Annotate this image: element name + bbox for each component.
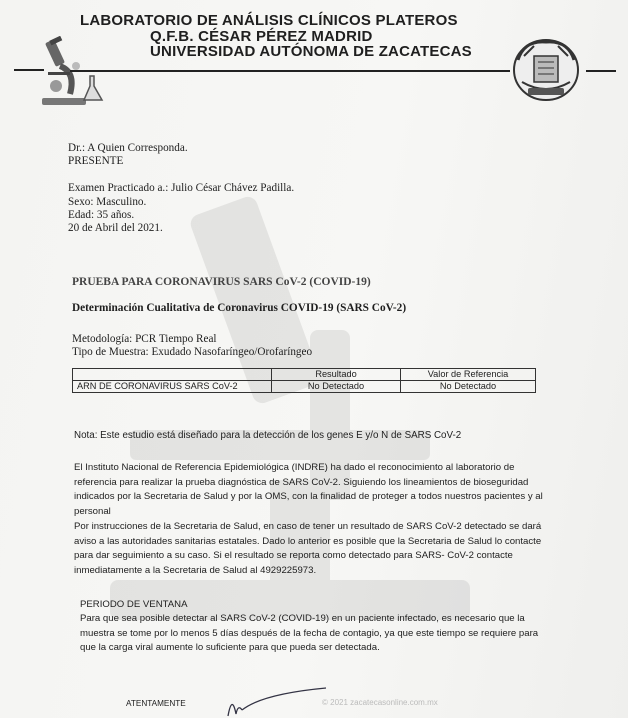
exam-date: 20 de Abril del 2021. (68, 222, 163, 234)
recipient: Dr.: A Quien Corresponda. (68, 142, 188, 154)
test-subtitle: Determinación Cualitativa de Coronavirus COVID-19 (SARS CoV-2) (72, 302, 407, 314)
analyte-cell: ARN DE CORONAVIRUS SARS CoV-2 (73, 381, 272, 393)
lab-chemist: Q.F.B. CÉSAR PÉREZ MADRID (150, 28, 373, 45)
results-header-row (73, 369, 536, 381)
university-name: UNIVERSIDAD AUTÓNOMA DE ZACATECAS (150, 43, 472, 60)
lab-name: LABORATORIO DE ANÁLISIS CLÍNICOS PLATEROS (80, 12, 458, 29)
indre-paragraph: El Instituto Nacional de Referencia Epidemiológica (INDRE) ha dado el reconocimiento al laboratorio de referencia para realizar la prueba diagnóstica de SARS CoV-2. Siguiendo los lineamientos de bioseguridad indicados por la Secretaria de Salud y por la OMS, con la finalidad de proteger a todos nuestros pacientes y al personal (74, 462, 543, 517)
header-cell-reference: Valor de Referencia (401, 369, 536, 381)
window-period-paragraph: Para que sea posible detectar al SARS CoV-2 (COVID-19) en un paciente infectado, es necesario que la muestra se tome por lo menos 5 días después de la fecha de contagio, ya que este tiempo se requiere para que la carga viral aumente lo suficiente para que pueda ser detectada. (80, 613, 539, 654)
result-cell: No Detectado (272, 381, 401, 393)
header-rule-left (70, 70, 510, 72)
microscope-logo-icon (14, 36, 114, 112)
closing: ATENTAMENTE (126, 699, 186, 708)
header-cell-empty (73, 369, 272, 381)
test-method: Metodología: PCR Tiempo Real (72, 333, 217, 345)
footer-watermark: © 2021 zacatecasonline.com.mx (322, 698, 438, 707)
university-seal-icon (510, 36, 582, 106)
header-cell-result: Resultado (272, 369, 401, 381)
presente: PRESENTE (68, 155, 124, 167)
window-period-title: PERIODO DE VENTANA (80, 599, 188, 610)
patient-age: Edad: 35 años. (68, 209, 135, 221)
reference-cell: No Detectado (401, 381, 536, 393)
table-row (73, 381, 536, 393)
signature-icon (222, 684, 332, 718)
header-rule-right (586, 70, 616, 72)
sample-type: Tipo de Muestra: Exudado Nasofaríngeo/Orofaríngeo (72, 346, 313, 358)
patient-sex: Sexo: Masculino. (68, 196, 147, 208)
gene-note: Nota: Este estudio está diseñado para la detección de los genes E y/o N de SARS CoV-2 (74, 430, 462, 441)
instructions-paragraph: Por instrucciones de la Secretaria de Salud, en caso de tener un resultado de SARS CoV-2 detectado se dará aviso a las autoridades sanitarias estatales. Dado lo anterior es posible que la Secretaria de Salud lo contacte para dar seguimiento a su caso. Si el resultado se reporta como detectado para SARS- CoV-2 contacte inmediatamente a la Secretaria de Salud al 4929225973. (74, 521, 542, 576)
patient-name: Examen Practicado a.: Julio César Chávez Padilla. (68, 182, 295, 194)
results-table (72, 368, 536, 393)
test-title: PRUEBA PARA CORONAVIRUS SARS CoV-2 (COVID-19) (72, 276, 371, 288)
